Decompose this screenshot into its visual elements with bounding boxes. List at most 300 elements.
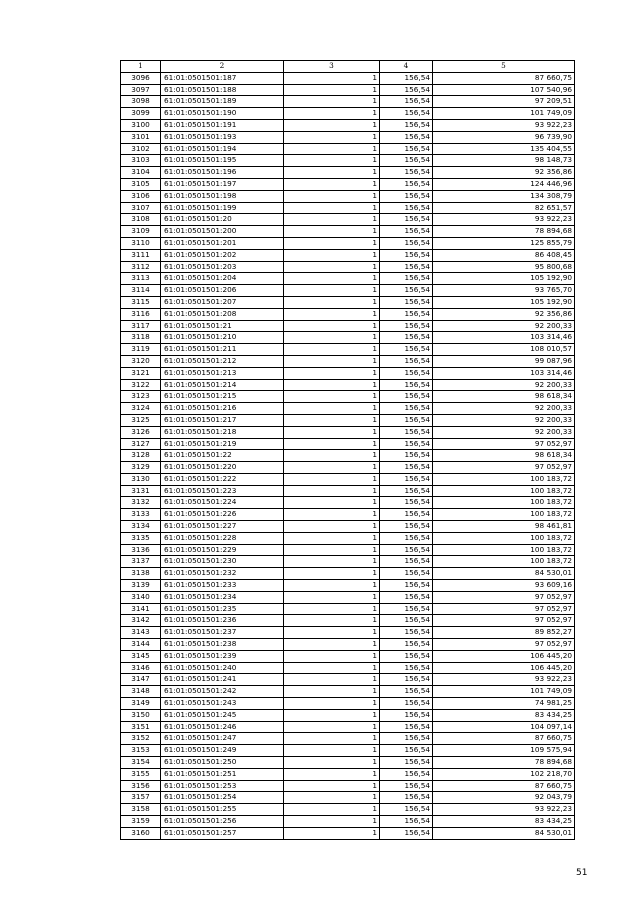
table-row: [121, 674, 575, 686]
table-cell-col-1: 3110: [121, 237, 161, 249]
table-cell-col-5: 89 852,27: [433, 627, 575, 639]
table-cell-col-3: 1: [284, 214, 380, 226]
table-cell-col-3: 1: [284, 650, 380, 662]
table-cell-col-1: 3108: [121, 214, 161, 226]
table-cell-col-1: 3103: [121, 155, 161, 167]
table-cell-col-1: 3111: [121, 249, 161, 261]
table-cell-col-3: 1: [284, 226, 380, 238]
table-cell-col-4: 156,54: [380, 615, 433, 627]
table-cell-col-1: 3144: [121, 639, 161, 651]
table-cell-col-4: 156,54: [380, 792, 433, 804]
table-cell-col-2: 61:01:0501501:229: [161, 544, 284, 556]
table-cell-col-2: 61:01:0501501:198: [161, 190, 284, 202]
table-row: [121, 556, 575, 568]
table-cell-col-5: 97 052,97: [433, 639, 575, 651]
table-cell-col-1: 3132: [121, 497, 161, 509]
table-cell-col-4: 156,54: [380, 721, 433, 733]
table-row: [121, 108, 575, 120]
table-cell-col-3: 1: [284, 344, 380, 356]
table-cell-col-3: 1: [284, 509, 380, 521]
table-cell-col-4: 156,54: [380, 296, 433, 308]
table-cell-col-5: 93 922,23: [433, 119, 575, 131]
table-cell-col-4: 156,54: [380, 639, 433, 651]
table-cell-col-2: 61:01:0501501:190: [161, 108, 284, 120]
table-cell-col-2: 61:01:0501501:241: [161, 674, 284, 686]
table-cell-col-4: 156,54: [380, 709, 433, 721]
table-cell-col-3: 1: [284, 273, 380, 285]
table-cell-col-2: 61:01:0501501:208: [161, 308, 284, 320]
table-cell-col-3: 1: [284, 414, 380, 426]
table-cell-col-3: 1: [284, 403, 380, 415]
table-row: [121, 261, 575, 273]
table-cell-col-2: 61:01:0501501:202: [161, 249, 284, 261]
table-cell-col-2: 61:01:0501501:220: [161, 462, 284, 474]
table-cell-col-2: 61:01:0501501:204: [161, 273, 284, 285]
table-cell-col-1: 3147: [121, 674, 161, 686]
table-cell-col-4: 156,54: [380, 780, 433, 792]
table-row: [121, 627, 575, 639]
table-cell-col-4: 156,54: [380, 827, 433, 839]
table-cell-col-4: 156,54: [380, 816, 433, 828]
table-cell-col-4: 156,54: [380, 261, 433, 273]
table-cell-col-4: 156,54: [380, 556, 433, 568]
table-cell-col-2: 61:01:0501501:191: [161, 119, 284, 131]
table-cell-col-2: 61:01:0501501:246: [161, 721, 284, 733]
table-cell-col-5: 87 660,75: [433, 733, 575, 745]
table-cell-col-2: 61:01:0501501:213: [161, 367, 284, 379]
table-cell-col-1: 3098: [121, 96, 161, 108]
column-header-5: 5: [433, 61, 575, 73]
table-row: [121, 403, 575, 415]
table-cell-col-5: 100 183,72: [433, 485, 575, 497]
table-cell-col-1: 3133: [121, 509, 161, 521]
table-row: [121, 96, 575, 108]
table-cell-col-4: 156,54: [380, 96, 433, 108]
table-cell-col-3: 1: [284, 367, 380, 379]
table-cell-col-3: 1: [284, 261, 380, 273]
table-cell-col-4: 156,54: [380, 167, 433, 179]
table-cell-col-5: 82 651,57: [433, 202, 575, 214]
table-row: [121, 745, 575, 757]
table-row: [121, 131, 575, 143]
table-row: [121, 379, 575, 391]
table-cell-col-4: 156,54: [380, 155, 433, 167]
table-row: [121, 426, 575, 438]
table-cell-col-4: 156,54: [380, 237, 433, 249]
table-cell-col-2: 61:01:0501501:254: [161, 792, 284, 804]
table-cell-col-1: 3116: [121, 308, 161, 320]
table-cell-col-5: 97 052,97: [433, 603, 575, 615]
table-row: [121, 733, 575, 745]
table-cell-col-5: 99 087,96: [433, 355, 575, 367]
table-cell-col-2: 61:01:0501501:239: [161, 650, 284, 662]
table-cell-col-5: 106 445,20: [433, 662, 575, 674]
table-row: [121, 544, 575, 556]
table-cell-col-4: 156,54: [380, 108, 433, 120]
table-cell-col-4: 156,54: [380, 355, 433, 367]
table-cell-col-1: 3131: [121, 485, 161, 497]
table-cell-col-2: 61:01:0501501:216: [161, 403, 284, 415]
table-cell-col-2: 61:01:0501501:240: [161, 662, 284, 674]
table-cell-col-4: 156,54: [380, 733, 433, 745]
table-cell-col-2: 61:01:0501501:256: [161, 816, 284, 828]
table-cell-col-5: 97 052,97: [433, 615, 575, 627]
table-cell-col-5: 100 183,72: [433, 497, 575, 509]
table-cell-col-5: 107 540,96: [433, 84, 575, 96]
table-cell-col-5: 97 209,51: [433, 96, 575, 108]
table-cell-col-3: 1: [284, 72, 380, 84]
table-row: [121, 497, 575, 509]
table-cell-col-3: 1: [284, 674, 380, 686]
table-cell-col-3: 1: [284, 603, 380, 615]
table-row: [121, 296, 575, 308]
table-cell-col-1: 3118: [121, 332, 161, 344]
table-cell-col-4: 156,54: [380, 273, 433, 285]
table-cell-col-5: 92 200,33: [433, 414, 575, 426]
table-cell-col-3: 1: [284, 757, 380, 769]
table-cell-col-5: 105 192,90: [433, 296, 575, 308]
table-cell-col-1: 3149: [121, 698, 161, 710]
table-cell-col-3: 1: [284, 84, 380, 96]
table-cell-col-1: 3127: [121, 438, 161, 450]
table-cell-col-2: 61:01:0501501:233: [161, 580, 284, 592]
table-row: [121, 615, 575, 627]
table-cell-col-5: 98 618,34: [433, 450, 575, 462]
table-cell-col-1: 3152: [121, 733, 161, 745]
table-cell-col-5: 108 010,57: [433, 344, 575, 356]
table-cell-col-4: 156,54: [380, 414, 433, 426]
table-cell-col-2: 61:01:0501501:230: [161, 556, 284, 568]
table-cell-col-2: 61:01:0501501:219: [161, 438, 284, 450]
table-cell-col-3: 1: [284, 473, 380, 485]
table-cell-col-3: 1: [284, 615, 380, 627]
table-cell-col-1: 3130: [121, 473, 161, 485]
table-cell-col-2: 61:01:0501501:199: [161, 202, 284, 214]
table-cell-col-2: 61:01:0501501:247: [161, 733, 284, 745]
table-cell-col-5: 87 660,75: [433, 780, 575, 792]
table-cell-col-3: 1: [284, 709, 380, 721]
table-cell-col-4: 156,54: [380, 485, 433, 497]
table-cell-col-3: 1: [284, 627, 380, 639]
table-cell-col-2: 61:01:0501501:195: [161, 155, 284, 167]
table-cell-col-2: 61:01:0501501:193: [161, 131, 284, 143]
table-row: [121, 568, 575, 580]
table-cell-col-4: 156,54: [380, 308, 433, 320]
table-row: [121, 249, 575, 261]
table-cell-col-2: 61:01:0501501:217: [161, 414, 284, 426]
table-cell-col-2: 61:01:0501501:227: [161, 521, 284, 533]
table-cell-col-3: 1: [284, 391, 380, 403]
table-cell-col-2: 61:01:0501501:21: [161, 320, 284, 332]
table-cell-col-4: 156,54: [380, 745, 433, 757]
table-cell-col-1: 3158: [121, 804, 161, 816]
table-cell-col-5: 98 148,73: [433, 155, 575, 167]
table-cell-col-4: 156,54: [380, 450, 433, 462]
table-cell-col-2: 61:01:0501501:242: [161, 686, 284, 698]
table-row: [121, 119, 575, 131]
table-cell-col-1: 3137: [121, 556, 161, 568]
table-cell-col-4: 156,54: [380, 131, 433, 143]
table-row: [121, 473, 575, 485]
table-cell-col-2: 61:01:0501501:251: [161, 768, 284, 780]
table-cell-col-1: 3155: [121, 768, 161, 780]
table-cell-col-5: 86 408,45: [433, 249, 575, 261]
table-cell-col-5: 103 314,46: [433, 332, 575, 344]
table-cell-col-5: 98 461,81: [433, 521, 575, 533]
table-cell-col-5: 92 200,33: [433, 320, 575, 332]
table-cell-col-1: 3105: [121, 178, 161, 190]
table-cell-col-5: 84 530,01: [433, 827, 575, 839]
table-cell-col-4: 156,54: [380, 650, 433, 662]
table-cell-col-4: 156,54: [380, 249, 433, 261]
table-cell-col-2: 61:01:0501501:187: [161, 72, 284, 84]
table-cell-col-3: 1: [284, 639, 380, 651]
table-cell-col-1: 3151: [121, 721, 161, 733]
table-row: [121, 462, 575, 474]
table-cell-col-2: 61:01:0501501:214: [161, 379, 284, 391]
table-cell-col-1: 3102: [121, 143, 161, 155]
table-cell-col-2: 61:01:0501501:189: [161, 96, 284, 108]
table-cell-col-4: 156,54: [380, 320, 433, 332]
table-row: [121, 721, 575, 733]
table-cell-col-1: 3120: [121, 355, 161, 367]
table-cell-col-2: 61:01:0501501:196: [161, 167, 284, 179]
table-cell-col-4: 156,54: [380, 591, 433, 603]
table-cell-col-1: 3123: [121, 391, 161, 403]
table-row: [121, 214, 575, 226]
table-cell-col-4: 156,54: [380, 119, 433, 131]
table-cell-col-4: 156,54: [380, 662, 433, 674]
table-cell-col-4: 156,54: [380, 202, 433, 214]
table-cell-col-3: 1: [284, 178, 380, 190]
table-cell-col-1: 3156: [121, 780, 161, 792]
table-row: [121, 178, 575, 190]
table-row: [121, 414, 575, 426]
table-cell-col-1: 3160: [121, 827, 161, 839]
table-cell-col-5: 97 052,97: [433, 462, 575, 474]
table-cell-col-4: 156,54: [380, 332, 433, 344]
table-cell-col-4: 156,54: [380, 143, 433, 155]
table-cell-col-1: 3121: [121, 367, 161, 379]
table-cell-col-5: 100 183,72: [433, 544, 575, 556]
table-cell-col-4: 156,54: [380, 768, 433, 780]
table-cell-col-1: 3150: [121, 709, 161, 721]
document-page: [120, 60, 574, 840]
table-cell-col-5: 93 922,23: [433, 674, 575, 686]
table-row: [121, 450, 575, 462]
table-cell-col-3: 1: [284, 544, 380, 556]
table-row: [121, 438, 575, 450]
table-row: [121, 509, 575, 521]
table-cell-col-5: 78 894,68: [433, 757, 575, 769]
table-cell-col-4: 156,54: [380, 698, 433, 710]
table-row: [121, 780, 575, 792]
column-header-1: 1: [121, 61, 161, 73]
table-row: [121, 84, 575, 96]
table-cell-col-3: 1: [284, 698, 380, 710]
table-cell-col-3: 1: [284, 438, 380, 450]
table-cell-col-2: 61:01:0501501:234: [161, 591, 284, 603]
table-cell-col-2: 61:01:0501501:236: [161, 615, 284, 627]
table-cell-col-2: 61:01:0501501:215: [161, 391, 284, 403]
table-cell-col-1: 3139: [121, 580, 161, 592]
table-cell-col-4: 156,54: [380, 521, 433, 533]
table-row: [121, 237, 575, 249]
table-cell-col-5: 102 218,70: [433, 768, 575, 780]
table-row: [121, 143, 575, 155]
table-cell-col-5: 83 434,25: [433, 816, 575, 828]
page-number: 51: [576, 868, 588, 878]
table-cell-col-1: 3134: [121, 521, 161, 533]
table-cell-col-5: 101 749,09: [433, 108, 575, 120]
table-cell-col-5: 93 765,70: [433, 285, 575, 297]
table-cell-col-3: 1: [284, 308, 380, 320]
table-cell-col-3: 1: [284, 96, 380, 108]
table-cell-col-3: 1: [284, 792, 380, 804]
table-cell-col-4: 156,54: [380, 473, 433, 485]
table-cell-col-4: 156,54: [380, 674, 433, 686]
table-cell-col-2: 61:01:0501501:20: [161, 214, 284, 226]
table-cell-col-5: 87 660,75: [433, 72, 575, 84]
table-cell-col-3: 1: [284, 745, 380, 757]
table-cell-col-1: 3154: [121, 757, 161, 769]
table-cell-col-4: 156,54: [380, 580, 433, 592]
table-cell-col-5: 134 308,79: [433, 190, 575, 202]
table-cell-col-3: 1: [284, 768, 380, 780]
table-cell-col-1: 3119: [121, 344, 161, 356]
table-cell-col-2: 61:01:0501501:223: [161, 485, 284, 497]
table-row: [121, 580, 575, 592]
table-cell-col-2: 61:01:0501501:197: [161, 178, 284, 190]
table-cell-col-4: 156,54: [380, 391, 433, 403]
data-table: [120, 60, 575, 840]
table-cell-col-1: 3142: [121, 615, 161, 627]
table-cell-col-4: 156,54: [380, 84, 433, 96]
table-cell-col-1: 3146: [121, 662, 161, 674]
table-cell-col-2: 61:01:0501501:218: [161, 426, 284, 438]
table-cell-col-5: 74 981,25: [433, 698, 575, 710]
table-cell-col-5: 92 043,79: [433, 792, 575, 804]
table-cell-col-1: 3145: [121, 650, 161, 662]
table-cell-col-1: 3097: [121, 84, 161, 96]
table-row: [121, 662, 575, 674]
table-cell-col-5: 93 922,23: [433, 804, 575, 816]
table-cell-col-4: 156,54: [380, 568, 433, 580]
table-cell-col-5: 105 192,90: [433, 273, 575, 285]
table-cell-col-5: 93 922,23: [433, 214, 575, 226]
table-row: [121, 709, 575, 721]
table-cell-col-1: 3126: [121, 426, 161, 438]
table-cell-col-5: 135 404,55: [433, 143, 575, 155]
table-cell-col-2: 61:01:0501501:203: [161, 261, 284, 273]
table-row: [121, 202, 575, 214]
table-cell-col-4: 156,54: [380, 426, 433, 438]
table-cell-col-1: 3129: [121, 462, 161, 474]
table-cell-col-3: 1: [284, 532, 380, 544]
table-cell-col-3: 1: [284, 190, 380, 202]
column-header-2: 2: [161, 61, 284, 73]
table-row: [121, 167, 575, 179]
table-cell-col-3: 1: [284, 143, 380, 155]
table-cell-col-2: 61:01:0501501:188: [161, 84, 284, 96]
table-cell-col-2: 61:01:0501501:224: [161, 497, 284, 509]
table-cell-col-3: 1: [284, 662, 380, 674]
table-row: [121, 686, 575, 698]
table-cell-col-1: 3114: [121, 285, 161, 297]
table-cell-col-5: 93 609,16: [433, 580, 575, 592]
table-cell-col-2: 61:01:0501501:249: [161, 745, 284, 757]
table-cell-col-3: 1: [284, 780, 380, 792]
table-cell-col-2: 61:01:0501501:222: [161, 473, 284, 485]
table-cell-col-5: 100 183,72: [433, 532, 575, 544]
table-cell-col-3: 1: [284, 155, 380, 167]
table-cell-col-5: 92 356,86: [433, 167, 575, 179]
table-cell-col-1: 3099: [121, 108, 161, 120]
table-cell-col-3: 1: [284, 296, 380, 308]
table-cell-col-2: 61:01:0501501:238: [161, 639, 284, 651]
table-row: [121, 521, 575, 533]
table-cell-col-5: 83 434,25: [433, 709, 575, 721]
table-cell-col-2: 61:01:0501501:232: [161, 568, 284, 580]
table-cell-col-3: 1: [284, 167, 380, 179]
table-cell-col-2: 61:01:0501501:22: [161, 450, 284, 462]
table-row: [121, 639, 575, 651]
table-row: [121, 532, 575, 544]
table-cell-col-3: 1: [284, 119, 380, 131]
table-cell-col-3: 1: [284, 320, 380, 332]
table-cell-col-1: 3141: [121, 603, 161, 615]
table-cell-col-5: 84 530,01: [433, 568, 575, 580]
table-cell-col-5: 106 445,20: [433, 650, 575, 662]
table-cell-col-3: 1: [284, 131, 380, 143]
table-cell-col-1: 3122: [121, 379, 161, 391]
table-cell-col-3: 1: [284, 332, 380, 344]
table-cell-col-3: 1: [284, 462, 380, 474]
table-cell-col-2: 61:01:0501501:243: [161, 698, 284, 710]
table-cell-col-1: 3117: [121, 320, 161, 332]
table-cell-col-5: 100 183,72: [433, 556, 575, 568]
table-cell-col-1: 3100: [121, 119, 161, 131]
table-cell-col-4: 156,54: [380, 379, 433, 391]
table-cell-col-3: 1: [284, 580, 380, 592]
table-cell-col-2: 61:01:0501501:211: [161, 344, 284, 356]
table-cell-col-4: 156,54: [380, 72, 433, 84]
table-cell-col-2: 61:01:0501501:210: [161, 332, 284, 344]
table-cell-col-5: 100 183,72: [433, 473, 575, 485]
table-body: [121, 72, 575, 839]
table-row: [121, 827, 575, 839]
table-cell-col-3: 1: [284, 237, 380, 249]
table-cell-col-4: 156,54: [380, 226, 433, 238]
table-cell-col-3: 1: [284, 285, 380, 297]
table-cell-col-4: 156,54: [380, 285, 433, 297]
table-cell-col-2: 61:01:0501501:245: [161, 709, 284, 721]
table-row: [121, 792, 575, 804]
table-cell-col-1: 3107: [121, 202, 161, 214]
table-row: [121, 391, 575, 403]
table-cell-col-2: 61:01:0501501:235: [161, 603, 284, 615]
table-cell-col-3: 1: [284, 568, 380, 580]
table-cell-col-3: 1: [284, 108, 380, 120]
table-row: [121, 603, 575, 615]
table-cell-col-3: 1: [284, 804, 380, 816]
table-cell-col-3: 1: [284, 485, 380, 497]
table-cell-col-4: 156,54: [380, 509, 433, 521]
table-cell-col-5: 125 855,79: [433, 237, 575, 249]
table-cell-col-4: 156,54: [380, 344, 433, 356]
table-header-row: [121, 61, 575, 73]
table-cell-col-3: 1: [284, 379, 380, 391]
